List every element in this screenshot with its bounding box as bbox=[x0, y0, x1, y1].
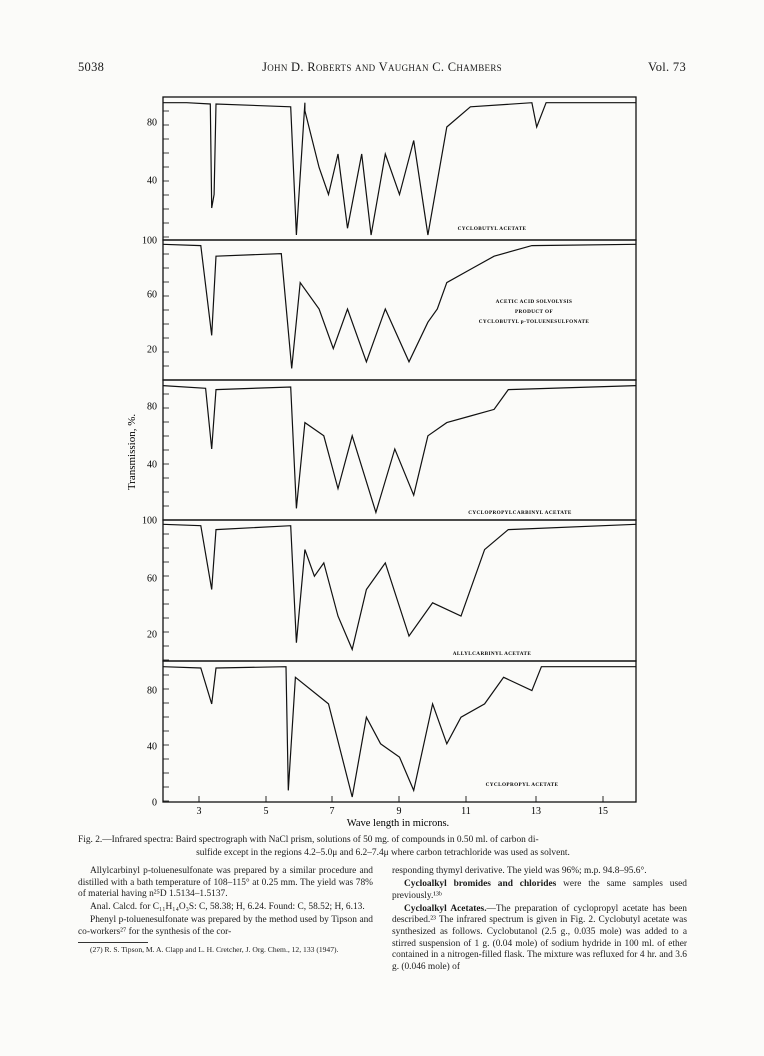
x-tick-label: 13 bbox=[531, 806, 541, 817]
spectrum-panel bbox=[147, 97, 636, 240]
x-tick-label: 9 bbox=[396, 806, 402, 817]
spectrum-trace bbox=[163, 386, 636, 513]
y-tick-label: 100 bbox=[142, 515, 157, 527]
compound-label: CYCLOBUTYL ACETATE bbox=[457, 226, 527, 232]
volume-number: Vol. 73 bbox=[648, 60, 686, 74]
spectrum-panel bbox=[147, 661, 636, 809]
y-tick-label: 80 bbox=[147, 685, 157, 697]
y-tick-label: 40 bbox=[147, 741, 157, 753]
compound-label: PRODUCT OF bbox=[514, 309, 554, 315]
y-tick-label: 60 bbox=[147, 289, 157, 301]
x-tick-label: 7 bbox=[329, 806, 335, 817]
spectrum-trace bbox=[163, 103, 636, 235]
spectrum-trace bbox=[163, 667, 636, 797]
footnote-27: (27) R. S. Tipson, M. A. Clapp and L. H. Cretcher, J. Org. Chem., 12, 133 (1947). bbox=[90, 944, 339, 954]
y-tick-label: 20 bbox=[147, 344, 157, 356]
panel-frame bbox=[163, 661, 636, 802]
paragraph-bromides bbox=[392, 879, 687, 902]
compound-label: CYCLOPROPYLCARBINYL ACETATE bbox=[468, 510, 572, 516]
figure-caption bbox=[78, 834, 688, 859]
y-tick-label: 80 bbox=[147, 117, 157, 129]
running-head-authors: John D. Roberts and Vaughan C. Chambers bbox=[262, 60, 502, 74]
y-tick-label: 20 bbox=[147, 629, 157, 641]
footnote-rule bbox=[78, 942, 148, 943]
paragraph-acetates bbox=[392, 904, 687, 974]
x-tick-label: 5 bbox=[263, 806, 269, 817]
spectrum-panel bbox=[147, 380, 636, 520]
panel-frame bbox=[163, 240, 636, 380]
compound-label: ACETIC ACID SOLVOLYSIS bbox=[495, 299, 573, 305]
spectrum-trace bbox=[163, 524, 636, 649]
page-number: 5038 bbox=[78, 60, 105, 74]
compound-label: ALLYLCARBINYL ACETATE bbox=[452, 651, 532, 657]
y-axis-label: Transmission, %. bbox=[126, 413, 138, 491]
y-tick-label: 0 bbox=[152, 797, 157, 809]
spectrum-panel bbox=[142, 236, 636, 381]
acetates-text: —The preparation of cyclopropyl acetate has been described.²³ The infrared spectrum is given in Fig. 2. Cyclobutyl acetate was synthesized as follows. Cyclobutanol (2.5 g., 0.035 mole) was added to a stirred suspension of 1 g. (0.04 mole) of sodium hydride in 100 ml. of ether contained in a nitrogen-filled flask. The mixture was refluxed for 4 hr. and 3.6 g. (0.046 mole) of bbox=[392, 903, 687, 972]
spectrum-trace bbox=[163, 244, 636, 368]
y-tick-label: 40 bbox=[147, 175, 157, 187]
y-tick-label: 80 bbox=[147, 401, 157, 413]
y-tick-label: 40 bbox=[147, 459, 157, 471]
panel-frame bbox=[163, 520, 636, 661]
y-tick-label: 100 bbox=[142, 235, 157, 247]
x-tick-label: 15 bbox=[598, 806, 608, 817]
x-tick-label: 11 bbox=[461, 806, 471, 817]
caption-line-2: sulfide except in the regions 4.2–5.0μ and 6.2–7.4μ where carbon tetrachloride was used as solvent. bbox=[196, 847, 570, 858]
caption-line-1: Fig. 2.—Infrared spectra: Baird spectrograph with NaCl prism, solutions of 50 mg. of compounds in 0.50 ml. of carbon di- bbox=[78, 835, 539, 845]
paragraph-analysis: Anal. Calcd. for C₁₁H₁₄O₃S: C, 58.38; H, 6.24. Found: C, 58.52; H, 6.13. bbox=[90, 902, 365, 913]
y-tick-label: 60 bbox=[147, 573, 157, 585]
right-text-column bbox=[392, 866, 687, 975]
panel-frame bbox=[163, 97, 636, 240]
paragraph-phenyl: Phenyl p-toluenesulfonate was prepared by the method used by Tipson and co-workers²⁷ for the synthesis of the cor- bbox=[78, 915, 373, 937]
spectrum-panel bbox=[142, 516, 636, 662]
paragraph-allylcarbinyl: Allylcarbinyl p-toluenesulfonate was prepared by a similar procedure and distilled with a bath temperature of 108–115° at 0.25 mm. The yield was 78% of material having n²⁵D 1.5134–1.5137. bbox=[78, 866, 373, 900]
compound-label: CYCLOPROPYL ACETATE bbox=[485, 782, 559, 788]
bromides-text: were the same samples used previously.¹³ᵇ bbox=[392, 879, 687, 901]
left-text-column bbox=[78, 866, 373, 955]
paragraph-thymyl: responding thymyl derivative. The yield was 96%; m.p. 94.8–95.6°. bbox=[392, 866, 647, 876]
bromides-heading: Cycloalkyl bromides and chlorides bbox=[404, 879, 557, 890]
panel-frame bbox=[163, 380, 636, 520]
acetates-heading: Cycloalkyl Acetates. bbox=[404, 903, 487, 914]
x-axis-label: Wave length in microns. bbox=[346, 818, 450, 829]
x-tick-label: 3 bbox=[196, 806, 202, 817]
compound-label: CYCLOBUTYL p-TOLUENESULFONATE bbox=[478, 319, 590, 325]
